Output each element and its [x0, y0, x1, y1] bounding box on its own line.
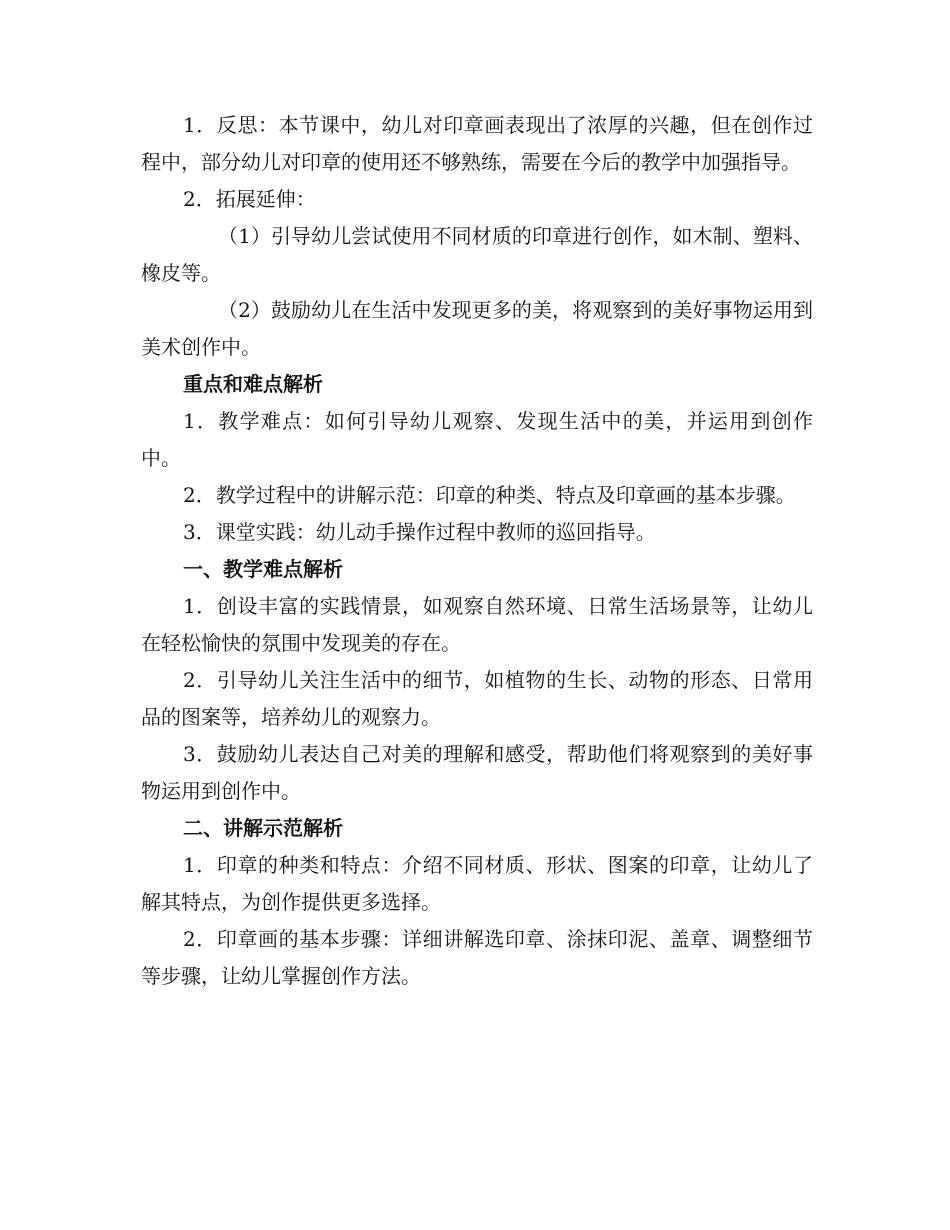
paragraph-section-two-1: 1．印章的种类和特点：介绍不同材质、形状、图案的印章，让幼儿了解其特点，为创作提供更多选择。: [141, 853, 813, 914]
paragraph-section-two-2: 2．印章画的基本步骤：详细讲解选印章、涂抹印泥、盖章、调整细节等步骤，让幼儿掌握创作方法。: [141, 927, 813, 988]
paragraph-extension-1: （1）引导幼儿尝试使用不同材质的印章进行创作，如木制、塑料、橡皮等。: [141, 224, 813, 285]
paragraph-difficulty: 1．教学难点：如何引导幼儿观察、发现生活中的美，并运用到创作中。: [141, 409, 813, 470]
paragraph-practice: 3．课堂实践：幼儿动手操作过程中教师的巡回指导。: [183, 520, 656, 544]
paragraph-section-one-3: 3．鼓励幼儿表达自己对美的理解和感受，帮助他们将观察到的美好事物运用到创作中。: [141, 742, 813, 803]
paragraph-extension-2: （2）鼓励幼儿在生活中发现更多的美，将观察到的美好事物运用到美术创作中。: [141, 298, 813, 359]
paragraph-extension: 2．拓展延伸：: [183, 187, 316, 211]
paragraph-section-one-2: 2．引导幼儿关注生活中的细节，如植物的生长、动物的形态、日常用品的图案等，培养幼儿的观察力。: [141, 668, 813, 729]
paragraph-section-one-1: 1．创设丰富的实践情景，如观察自然环境、日常生活场景等，让幼儿在轻松愉快的氛围中发现美的存在。: [141, 594, 813, 655]
paragraph-reflection: 1．反思：本节课中，幼儿对印章画表现出了浓厚的兴趣，但在创作过程中，部分幼儿对印章的使用还不够熟练，需要在今后的教学中加强指导。: [141, 113, 813, 174]
heading-key-points: 重点和难点解析: [183, 372, 323, 396]
heading-section-one: 一、教学难点解析: [183, 557, 343, 581]
paragraph-demonstration: 2．教学过程中的讲解示范：印章的种类、特点及印章画的基本步骤。: [183, 483, 796, 507]
document-body: [141, 107, 813, 995]
heading-section-two: 二、讲解示范解析: [183, 816, 343, 840]
